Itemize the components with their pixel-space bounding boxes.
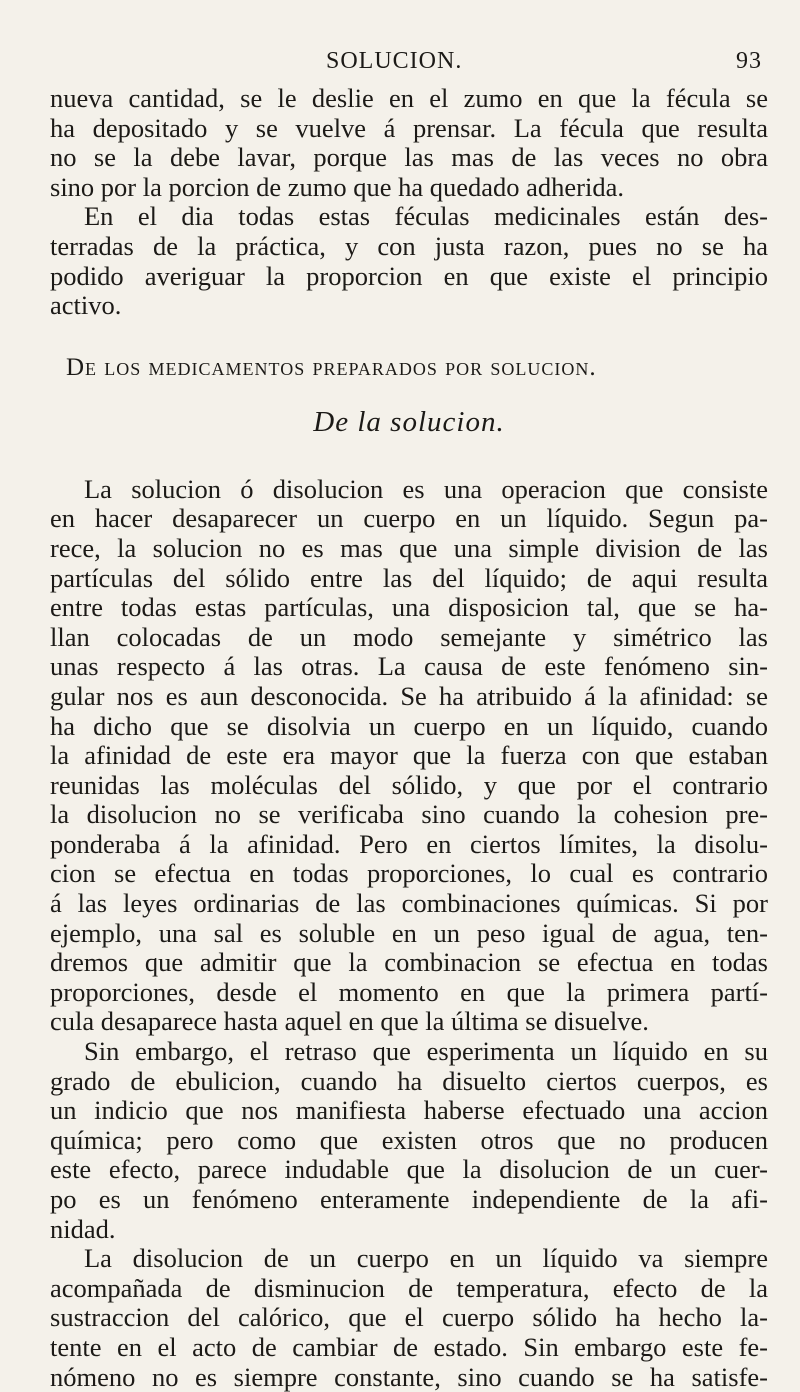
text-line: llan colocadas de un modo semejante y simétrico las [50,621,768,652]
text-line: proporciones, desde el momento en que la primera partí- [50,976,768,1007]
text-line: sino por la porcion de zumo que ha quedado adherida. [50,171,624,202]
running-head [50,48,768,84]
paragraph [50,1037,768,1244]
paragraph [50,202,768,320]
text-line: cula desaparece hasta aquel en que la última se disuelve. [50,1006,649,1037]
text-line: tente en el acto de cambiar de estado. Sin embargo este fe- [50,1331,768,1362]
text-line: la afinidad de este era mayor que la fuerza con que estaban [50,740,768,771]
text-line: ha dicho que se disolvia un cuerpo en un líquido, cuando [50,710,768,741]
text-line: nómeno no es siempre constante, sino cuando se ha satisfe- [50,1361,768,1392]
text-line: podido averiguar la proporcion en que existe el principio [50,260,768,291]
text-line: un indicio que nos manifiesta haberse efectuado una accion [50,1095,768,1126]
running-head-title: SOLUCION. [326,48,463,74]
text-line: gular nos es aun desconocida. Se ha atribuido á la afinidad: se [50,680,768,711]
text-line: cion se efectua en todas proporciones, lo cual es contrario [50,858,768,889]
text-line: entre todas estas partículas, una disposicion tal, que se ha- [50,592,768,623]
text-line: la disolucion no se verificaba sino cuando la cohesion pre- [50,799,768,830]
section-heading: De los medicamentos preparados por solucion. [66,353,597,381]
text-line: partículas del sólido entre las del líquido; de aqui resulta [50,562,768,593]
text-line: La disolucion de un cuerpo en un líquido va siempre [84,1243,768,1274]
text-line: química; pero como que existen otros que no producen [50,1124,768,1155]
text-line: activo. [50,290,122,321]
text-line: en hacer desaparecer un cuerpo en un líquido. Segun pa- [50,503,768,534]
text-line: reunidas las moléculas del sólido, y que por el contrario [50,769,768,800]
text-line: nidad. [50,1213,116,1244]
subheading: De la solucion. [313,405,505,438]
text-line: grado de ebulicion, cuando ha disuelto ciertos cuerpos, es [50,1065,768,1096]
text-line: este efecto, parece indudable que la disolucion de un cuer- [50,1154,768,1185]
text-line: nueva cantidad, se le deslie en el zumo en que la fécula se [50,83,768,113]
text-line: ejemplo, una sal es soluble en un peso igual de agua, ten- [50,917,768,948]
text-line: ponderaba á la afinidad. Pero en ciertos límites, la disolu- [50,828,768,859]
book-page [50,48,768,1392]
text-line: no se la debe lavar, porque las mas de las veces no obra [50,142,768,173]
paragraph [50,84,768,202]
text-line: á las leyes ordinarias de las combinaciones químicas. Si por [50,888,768,919]
text-line: La solucion ó disolucion es una operacion que consiste [84,473,768,504]
paragraph [50,1244,768,1392]
text-line: sustraccion del calórico, que el cuerpo sólido ha hecho la- [50,1302,768,1333]
page-number: 93 [736,48,762,74]
text-line: Sin embargo, el retraso que esperimenta un líquido en su [84,1036,768,1067]
text-line: po es un fenómeno enteramente independiente de la afi- [50,1184,768,1214]
text-line: ha depositado y se vuelve á prensar. La fécula que resulta [50,112,768,143]
text-line: dremos que admitir que la combinacion se efectua en todas [50,947,768,978]
text-line: acompañada de disminucion de temperatura, efecto de la [50,1272,768,1303]
text-line: unas respecto á las otras. La causa de este fenómeno sin- [50,651,768,682]
text-line: terradas de la práctica, y con justa razon, pues no se ha [50,230,768,261]
text-line: rece, la solucion no es mas que una simple division de las [50,532,768,563]
text-line: En el dia todas estas féculas medicinales están des- [84,201,768,232]
paragraph [50,475,768,1037]
